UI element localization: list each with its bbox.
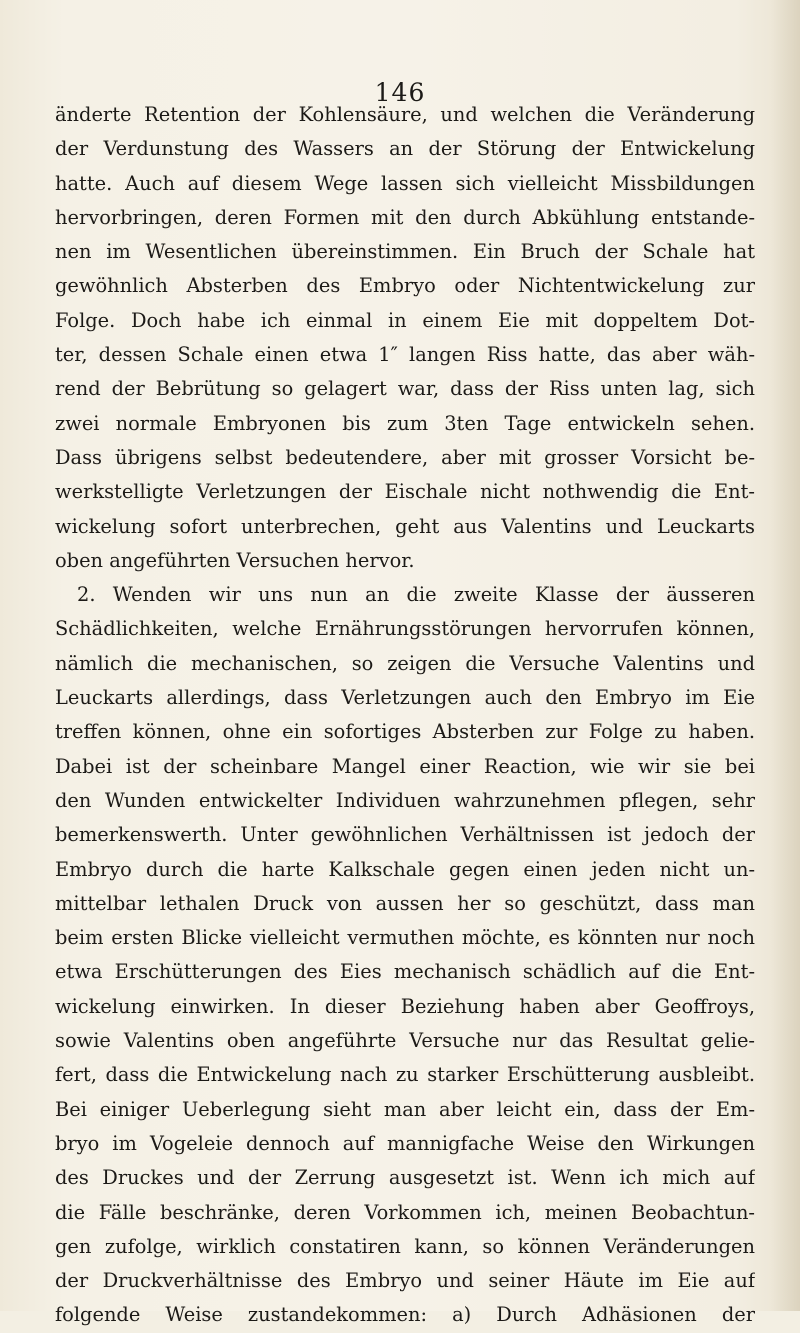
- text-line: änderte Retention der Kohlensäure, und welchen die Veränderung: [55, 103, 755, 126]
- text-line: Folge. Doch habe ich einmal in einem Eie mit doppeltem Dot-: [55, 308, 755, 332]
- text-line: gen zufolge, wirklich constatiren kann, so können Veränderungen: [55, 1234, 755, 1258]
- text-line: oben angeführten Versuchen hervor.: [55, 548, 415, 572]
- text-line: gewöhnlich Absterben des Embryo oder Nichtentwickelung zur: [55, 274, 755, 298]
- body-text: [55, 98, 755, 1333]
- text-line: nen im Wesentlichen übereinstimmen. Ein Bruch der Schale hat: [55, 240, 755, 264]
- text-line: hervorbringen, deren Formen mit den durch Abkühlung entstande-: [55, 205, 755, 229]
- text-line: bemerkenswerth. Unter gewöhnlichen Verhältnissen ist jedoch der: [55, 823, 755, 847]
- text-line: Dass übrigens selbst bedeutendere, aber mit grosser Vorsicht be-: [55, 445, 755, 469]
- text-line: nämlich die mechanischen, so zeigen die Versuche Valentins und: [55, 651, 755, 675]
- text-line: mittelbar lethalen Druck von aussen her so geschützt, dass man: [55, 891, 755, 915]
- text-line: treffen können, ohne ein sofortiges Absterben zur Folge zu haben.: [55, 720, 755, 744]
- text-line: rend der Bebrütung so gelagert war, dass der Riss unten lag, sich: [55, 377, 755, 401]
- text-line: beim ersten Blicke vielleicht vermuthen möchte, es könnten nur noch: [55, 926, 755, 950]
- page-number: 146: [374, 78, 426, 107]
- text-line: bryo im Vogeleie dennoch auf mannigfache Weise den Wirkungen: [55, 1131, 755, 1155]
- text-line: folgende Weise zustandekommen: a) Durch Adhäsionen der: [55, 1303, 755, 1327]
- text-line: hatte. Auch auf diesem Wege lassen sich vielleicht Missbildungen: [55, 171, 755, 195]
- text-line: den Wunden entwickelter Individuen wahrzunehmen pflegen, sehr: [55, 788, 755, 812]
- page-edge-shadow: [770, 0, 800, 1311]
- text-line: wickelung einwirken. In dieser Beziehung haben aber Geoffroys,: [55, 994, 755, 1018]
- text-line: der Druckverhältnisse des Embryo und seiner Häute im Eie auf: [55, 1269, 755, 1293]
- text-line: die Fälle beschränke, deren Vorkommen ich, meinen Beobachtun-: [55, 1200, 755, 1224]
- text-line: ter, dessen Schale einen etwa 1″ langen Riss hatte, das aber wäh-: [55, 343, 755, 367]
- text-line: Bei einiger Ueberlegung sieht man aber leicht ein, dass der Em-: [55, 1097, 755, 1121]
- text-line: etwa Erschütterungen des Eies mechanisch schädlich auf die Ent-: [55, 960, 755, 984]
- text-line: Schädlichkeiten, welche Ernährungsstörungen hervorrufen können,: [55, 617, 755, 641]
- text-line: werkstelligte Verletzungen der Eischale nicht nothwendig die Ent-: [55, 480, 755, 504]
- text-line: zwei normale Embryonen bis zum 3ten Tage entwickeln sehen.: [55, 411, 755, 435]
- text-line: fert, dass die Entwickelung nach zu starker Erschütterung ausbleibt.: [55, 1063, 755, 1087]
- text-line: Dabei ist der scheinbare Mangel einer Reaction, wie wir sie bei: [55, 754, 755, 778]
- text-line: sowie Valentins oben angeführte Versuche nur das Resultat gelie-: [55, 1029, 755, 1053]
- text-line: Embryo durch die harte Kalkschale gegen einen jeden nicht un-: [55, 857, 755, 881]
- text-line: der Verdunstung des Wassers an der Störung der Entwickelung: [55, 137, 755, 161]
- text-line: wickelung sofort unterbrechen, geht aus Valentins und Leuckarts: [55, 514, 755, 538]
- text-line: des Druckes und der Zerrung ausgesetzt ist. Wenn ich mich auf: [55, 1166, 755, 1190]
- text-line: 2. Wenden wir uns nun an die zweite Klasse der äusseren: [77, 583, 755, 607]
- text-line: Leuckarts allerdings, dass Verletzungen auch den Embryo im Eie: [55, 686, 755, 710]
